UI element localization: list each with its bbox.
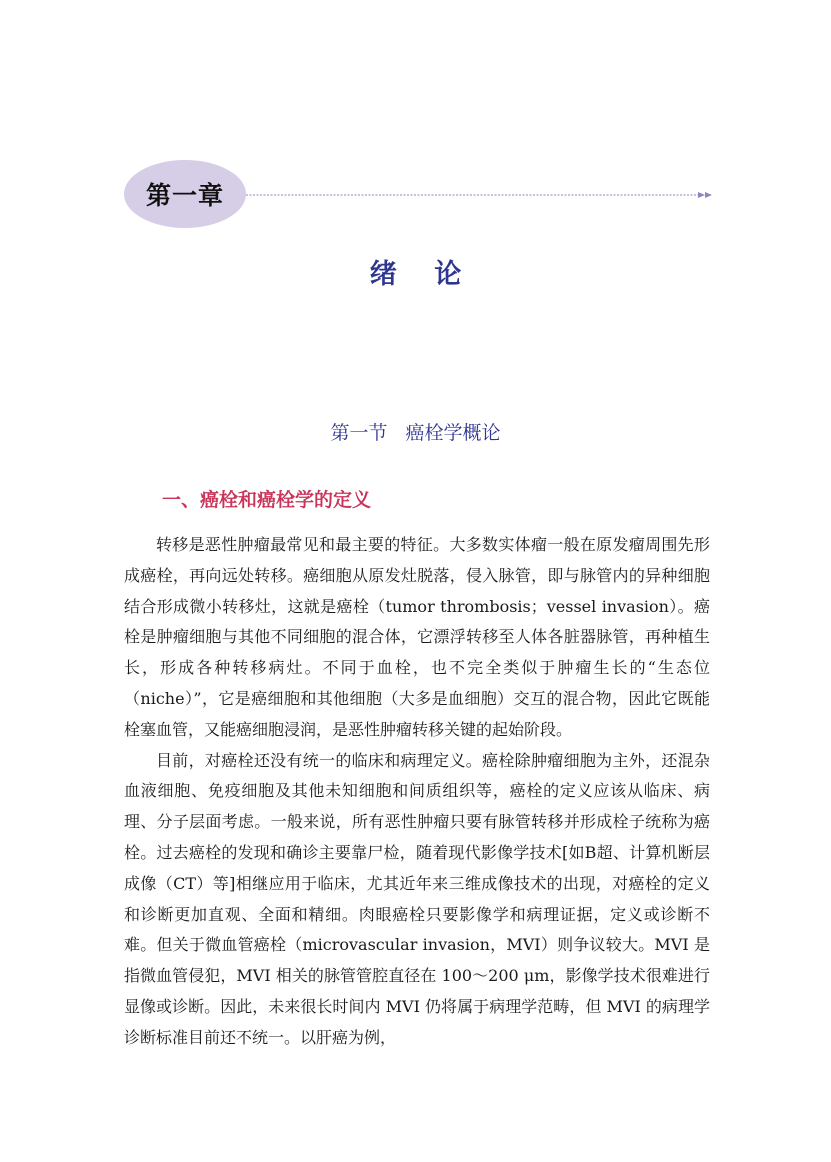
paragraph: 目前，对癌栓还没有统一的临床和病理定义。癌栓除肿瘤细胞为主外，还混杂血液细胞、免疫细胞及其他未知细胞和间质组织等，癌栓的定义应该从临床、病理、分子层面考虑。一般来说，所有恶性肿瘤只要有脉管转移并形成栓子统称为癌栓。过去癌栓的发现和确诊主要靠尸检，随着现代影像学技术[如B超、计算机断层成像（CT）等]相继应用于临床，尤其近年来三维成像技术的出现，对癌栓的定义和诊断更加直观、全面和精细。肉眼癌栓只要影像学和病理证据，定义或诊断不难。但关于微血管癌栓（microvascular invasion，MVI）则争议较大。MVI 是指微血管侵犯，MVI 相关的脉管管腔直径在 100～200 μm，影像学技术很难进行显像或诊断。因此，未来很长时间内 MVI 仍将属于病理学范畴，但 MVI 的病理学诊断标准目前还不统一。以肝癌为例， [124,750,710,1047]
chapter-divider-line [246,192,714,198]
subsection-heading: 一、癌栓和癌栓学的定义 [162,489,372,511]
paragraph: 转移是恶性肿瘤最常见和最主要的特征。大多数实体瘤一般在原发瘤周围先形成癌栓，再向远处转移。癌细胞从原发灶脱落，侵入脉管，即与脉管内的异种细胞结合形成微小转移灶，这就是癌栓（tumor thrombosis；vessel invasion）。癌栓是肿瘤细胞与其他不同细胞的混合体，它漂浮转移至人体各脏器脉管，再种植生长，形成各种转移病灶。不同于血栓，也不完全类似于肿瘤生长的“生态位（niche）”，它是癌细胞和其他细胞（大多是血细胞）交互的混合物，因此它既能栓塞血管，又能癌细胞浸润，是恶性肿瘤转移关键的起始阶段。 [124,535,710,739]
chapter-header [124,160,714,228]
chapter-title: 绪 论 [369,259,462,290]
section-title: 第一节 癌栓学概论 [330,422,501,444]
chapter-label-badge: 第一章 [124,160,246,228]
body-text [124,530,710,1054]
